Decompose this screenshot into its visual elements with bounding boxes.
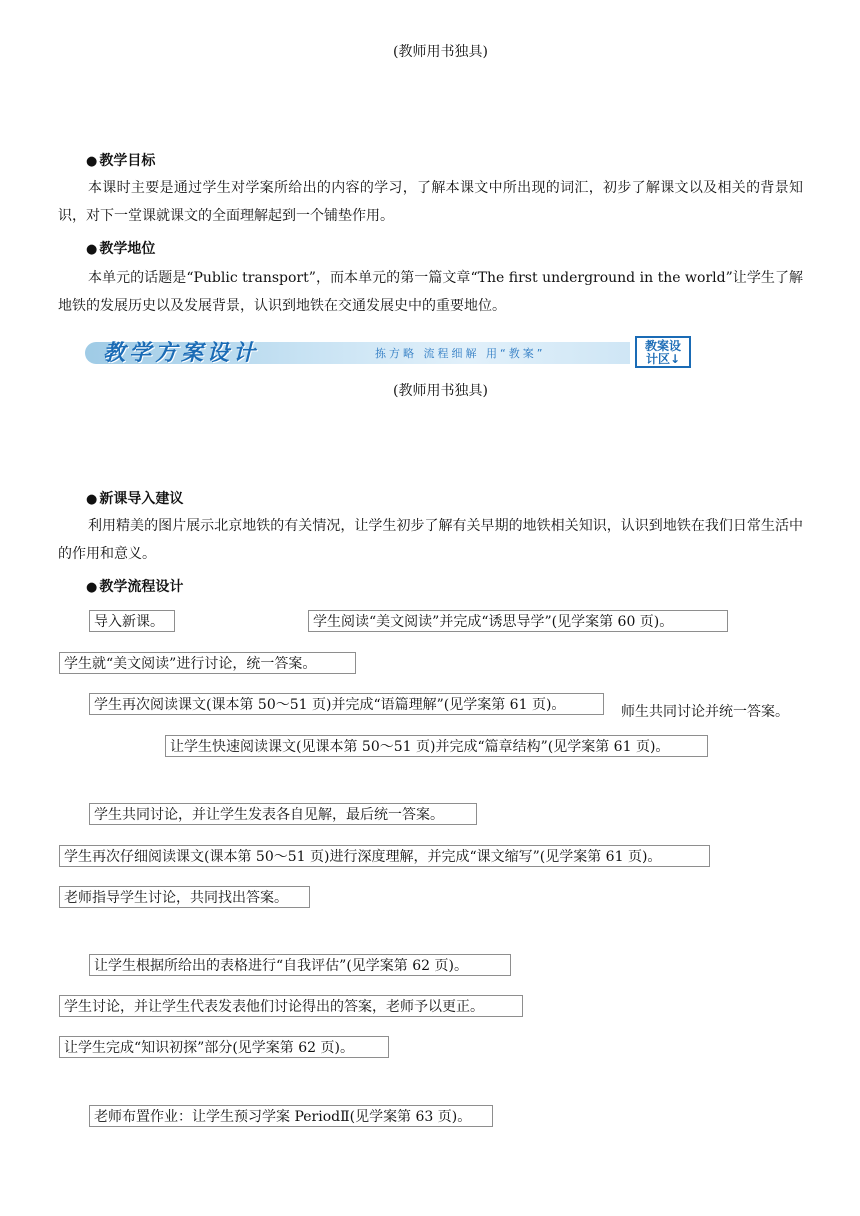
flow-step-box: 学生再次阅读课文(课本第 50～51 页)并完成“语篇理解”(见学案第 61 页)。 [89, 693, 604, 715]
flow-heading [86, 576, 183, 596]
objectives-heading-text: 教学目标 [99, 153, 156, 169]
bullet-dot-icon: ● [86, 580, 98, 595]
flow-side-note: 师生共同讨论并统一答案。 [621, 704, 789, 720]
lesson-plan-area-badge [635, 336, 691, 368]
flow-step-box: 让学生根据所给出的表格进行“自我评估”(见学案第 62 页)。 [89, 954, 511, 976]
flow-step-box: 让学生快速阅读课文(见课本第 50～51 页)并完成“篇章结构”(见学案第 61 页)。 [165, 735, 708, 757]
flow-heading-text: 教学流程设计 [99, 579, 184, 595]
badge-line-1: 教案设 [644, 339, 681, 353]
bullet-dot-icon: ● [86, 492, 98, 507]
teacher-only-note-mid: (教师用书独具) [393, 383, 488, 399]
position-heading [86, 238, 155, 258]
flow-step-box: 学生就“美文阅读”进行讨论，统一答案。 [59, 652, 356, 674]
flow-step-box: 学生讨论，并让学生代表发表他们讨论得出的答案，老师予以更正。 [59, 995, 523, 1017]
flow-step-box: 学生阅读“美文阅读”并完成“诱思导学”(见学案第 60 页)。 [308, 610, 728, 632]
bullet-dot-icon: ● [86, 154, 98, 169]
flow-step-box: 让学生完成“知识初探”部分(见学案第 62 页)。 [59, 1036, 389, 1058]
teacher-only-note-top: (教师用书独具) [393, 44, 488, 60]
banner-subtitle: 拣方略 流程细解 用“教案” [375, 347, 546, 360]
flow-step-box: 学生再次仔细阅读课文(课本第 50～51 页)进行深度理解，并完成“课文缩写”(见学案第 61 页)。 [59, 845, 710, 867]
position-heading-text: 教学地位 [99, 241, 156, 257]
objectives-paragraph: 本课时主要是通过学生对学案所给出的内容的学习，了解本课文中所出现的词汇，初步了解课文以及相关的背景知识，对下一堂课就课文的全面理解起到一个铺垫作用。 [58, 180, 803, 224]
bullet-dot-icon: ● [86, 242, 98, 257]
flow-step-box: 导入新课。 [89, 610, 175, 632]
badge-line-2: 计区 [645, 352, 670, 366]
intro-heading [86, 488, 183, 508]
flow-step-box: 老师指导学生讨论，共同找出答案。 [59, 886, 310, 908]
position-paragraph: 本单元的话题是“Public transport”，而本单元的第一篇文章“The first underground in the world”让学生了解地铁的发展历史以及发展背景，认识到地铁在交通发展史中的重要地位。 [58, 270, 803, 314]
arrow-down-icon: ↓ [669, 352, 681, 366]
objectives-heading [86, 150, 155, 170]
banner-title: 教学方案设计 [103, 340, 260, 366]
intro-paragraph: 利用精美的图片展示北京地铁的有关情况，让学生初步了解有关早期的地铁相关知识，认识到地铁在我们日常生活中的作用和意义。 [58, 518, 803, 562]
flow-step-box: 老师布置作业：让学生预习学案 PeriodⅡ(见学案第 63 页)。 [89, 1105, 493, 1127]
intro-heading-text: 新课导入建议 [99, 491, 184, 507]
flow-step-box: 学生共同讨论，并让学生发表各自见解，最后统一答案。 [89, 803, 477, 825]
lesson-plan-banner [85, 336, 695, 370]
